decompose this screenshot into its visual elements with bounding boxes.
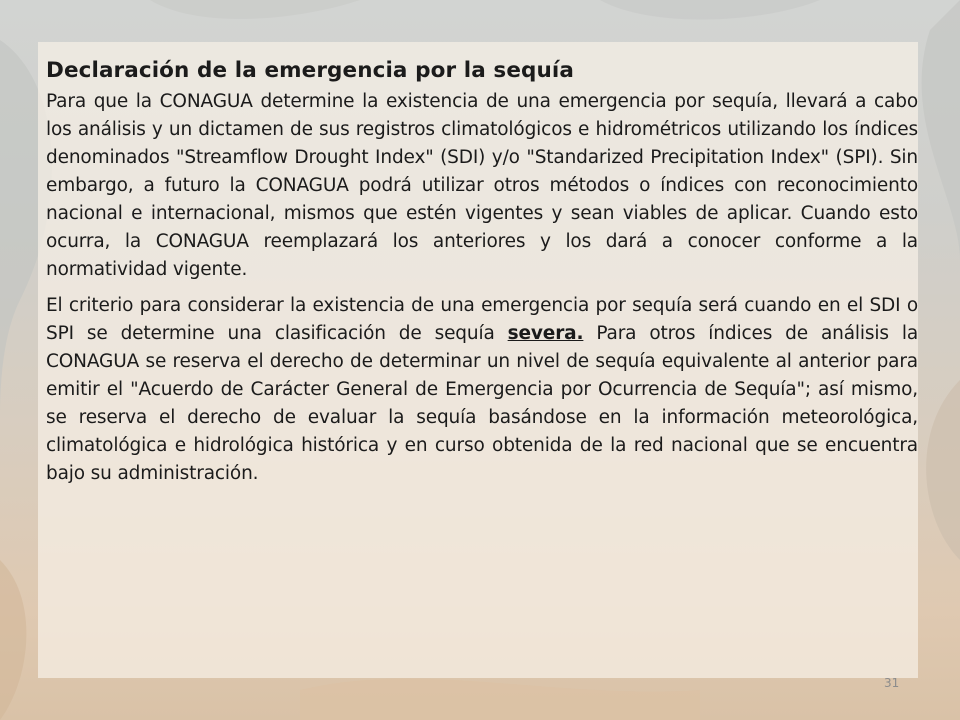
paragraph-2-end: Para otros índices de análisis la CONAGUA se reserva el derecho de determinar un nivel de sequía equivalente al anterior para emitir el "Acuerdo de Carácter General de Emergencia por Ocurrencia de Sequía"; así mismo, se reserva el derecho de evaluar la sequía basándose en la información meteorológica, climatológica e hidrológica histórica y en curso obtenida de la red nacional que se encuentra bajo su administración. [46,323,919,484]
page-number: 31 [884,676,900,690]
severity-emphasis: severa. [507,323,584,344]
slide-title: Declaración de la emergencia por la sequía [46,58,574,83]
paragraph-2 [46,292,918,488]
slide-content [46,56,918,496]
paragraph-2-start: El criterio para considerar la existencia de una emergencia por sequía será cuando en el SDI o SPI se determine una clasificación de sequía [46,295,918,344]
paragraph-1: Para que la CONAGUA determine la existencia de una emergencia por sequía, llevará a cabo los análisis y un dictamen de sus registros climatológicos e hidrométricos utilizando los índices denominados "Streamflow Drought Index" (SDI) y/o "Standarized Precipitation Index" (SPI). Sin embargo, a futuro la CONAGUA podrá utilizar otros métodos o índices con reconocimiento nacional e internacional, mismos que estén vigentes y sean viables de aplicar. Cuando esto ocurra, la CONAGUA reemplazará los anteriores y los dará a conocer conforme a la normatividad vigente. [46,91,918,280]
